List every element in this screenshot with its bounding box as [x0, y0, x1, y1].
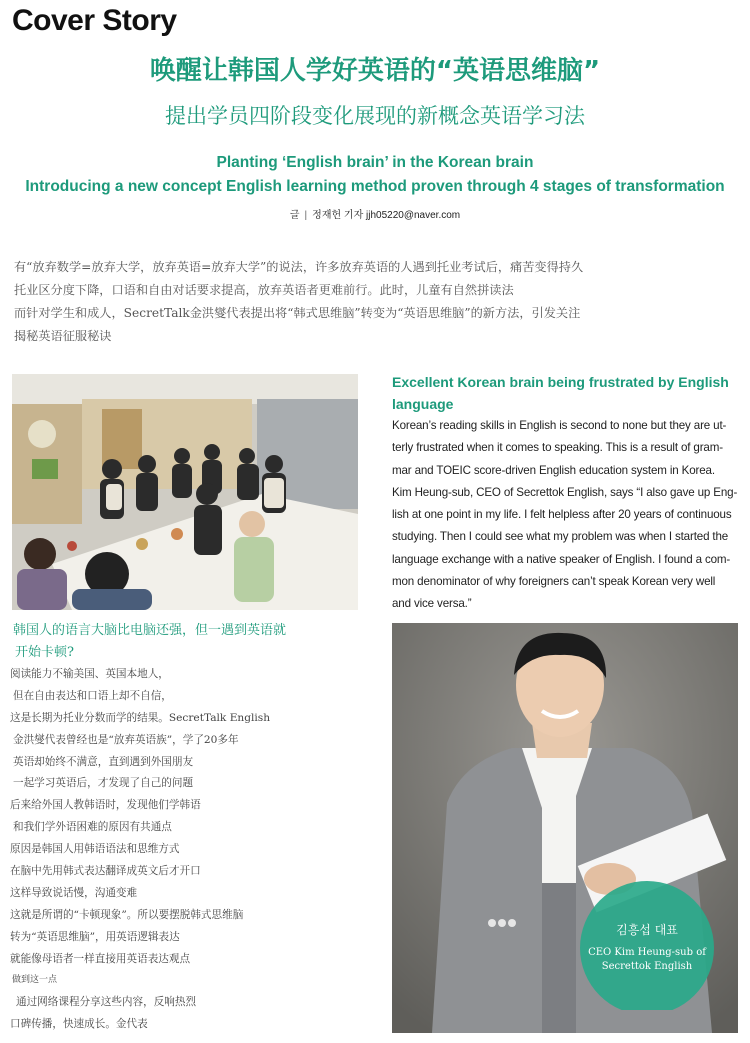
left-heading-line2: 开始卡顿?	[15, 645, 74, 660]
left-body-line: 就能像母语者一样直接用英语表达观点	[10, 952, 191, 965]
right-body-line: mar and TOEIC score-driven English education system in Korea.	[392, 463, 715, 477]
right-body-line: studying. Then I could see what my problem was when I started the	[392, 530, 729, 544]
right-body-line: lish at one point in my life. I felt helpless after 20 years of continuous	[392, 508, 732, 522]
caption-circle	[580, 880, 740, 1010]
right-column-heading	[392, 371, 738, 415]
intro-paragraph	[14, 256, 634, 348]
caption-title	[580, 946, 714, 974]
left-body-line: 后来给外国人教韩语时，发现他们学韩语	[10, 799, 201, 812]
right-body-line: Kim Heung-sub, CEO of Secrettok English, says “I also gave up Eng-	[392, 485, 738, 499]
left-body-line: 这是长期为托业分数而学的结果。SecretTalk English	[10, 711, 271, 724]
left-body-line: 在脑中先用韩式表达翻译成英文后才开口	[10, 865, 201, 878]
left-body-line: 阅读能力不输美国、英国本地人，	[10, 668, 169, 680]
right-heading-line1: Excellent Korean brain being frustrated by English	[392, 374, 729, 390]
intro-line: 而针对学生和成人，SecretTalk金洪燮代表提出将“韩式思维脑”转变为“英语思维脑”的新方法，引发关注	[14, 306, 581, 320]
intro-line: 揭秘英语征服秘诀	[14, 329, 112, 343]
byline-prefix: 글	[289, 210, 300, 221]
byline	[0, 206, 750, 221]
left-body-line: 但在自由表达和口语上却不自信，	[13, 689, 172, 702]
left-body-line: 金洪燮代表曾经也是“放弃英语族”，学了20多年	[13, 733, 239, 746]
right-body-line: mon denominator of why foreigners can’t speak Korean very well	[392, 575, 716, 589]
left-body-line: 这样导致说话慢，沟通变难	[10, 886, 138, 899]
caption-name: 김흥섭 대표	[616, 923, 678, 937]
title-english-line1: Planting ‘English brain’ in the Korean brain	[216, 154, 534, 171]
group-meeting-photo	[12, 374, 358, 610]
left-column-body	[10, 664, 370, 1036]
group-meeting-illustration	[12, 374, 358, 610]
left-body-line: 原因是韩国人用韩语语法和思维方式	[10, 843, 180, 856]
title-chinese: 唤醒让韩国人学好英语的“英语思维脑”	[149, 56, 601, 86]
section-label: Cover Story	[12, 4, 177, 37]
left-body-line: 通过网络课程分享这些内容，反响热烈	[16, 996, 197, 1009]
left-heading-line1: 韩国人的语言大脑比电脑还强，但一遇到英语就	[13, 623, 287, 638]
right-body-line: and vice versa.”	[392, 597, 472, 611]
left-body-line: 做到这一点	[12, 975, 58, 986]
byline-author: 정재헌 기자 jjh05220@naver.com	[312, 210, 461, 221]
left-body-line: 和我们学外语困难的原因有共通点	[13, 821, 172, 834]
right-body-line: language exchange with a native speaker of English. I found a com-	[392, 552, 731, 566]
right-body-line: terly frustrated when it comes to speaking. This is a result of gram-	[392, 441, 723, 455]
left-body-line: 一起学习英语后，才发现了自己的问题	[13, 777, 194, 790]
left-body-line: 转为“英语思维脑”，用英语逻辑表达	[10, 930, 180, 943]
left-body-line: 英语却始终不满意，直到遇到外国朋友	[13, 755, 194, 768]
intro-line: 有“放弃数学=放弃大学，放弃英语=放弃大学”的说法，许多放弃英语的人遇到托业考试后，痛苦变得持久	[14, 260, 584, 274]
subtitle-chinese: 提出学员四阶段变化展现的新概念英语学习法	[165, 104, 585, 128]
intro-line: 托业区分度下降，口语和自由对话要求提高，放弃英语者更难前行。此时，儿童有自然拼读法	[14, 283, 514, 297]
right-body-line: Korean’s reading skills in English is second to none but they are ut-	[392, 419, 727, 432]
right-column-body	[392, 415, 738, 616]
caption-title-line1: CEO Kim Heung-sub of	[588, 947, 706, 958]
byline-separator: |	[304, 210, 308, 221]
right-heading-line2: language	[392, 396, 454, 412]
title-english-line2: Introducing a new concept English learning method proven through 4 stages of transformation	[25, 178, 725, 195]
left-body-line: 口碑传播，快速成长。金代表	[10, 1018, 148, 1031]
left-body-line: 这就是所谓的“卡顿现象”。所以要摆脱韩式思维脑	[10, 908, 244, 921]
left-column-heading	[13, 620, 313, 664]
caption-title-line2: Secrettok English	[601, 961, 693, 972]
